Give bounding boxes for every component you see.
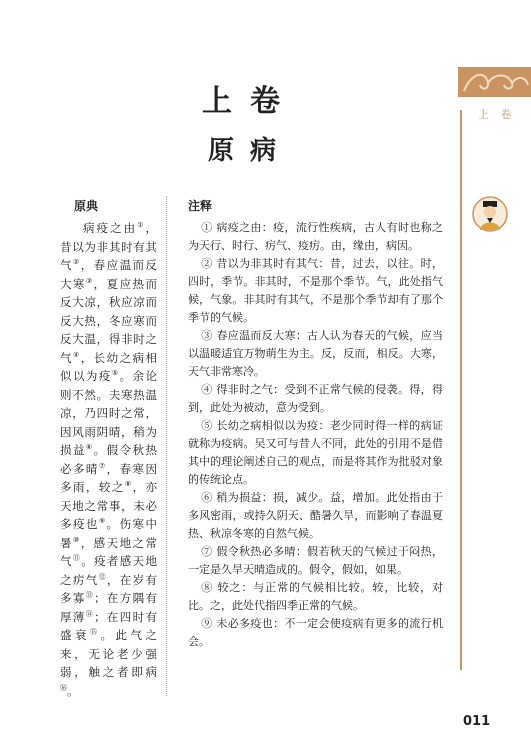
original-text-column	[60, 219, 157, 700]
note-marker: ③	[85, 276, 94, 285]
original-text-segment: ；在四时有盛衰	[60, 609, 158, 642]
note-item: ⑧ 较之：与正常的气候相比较。较，比较，对比。之，此处代指四季正常的气候。	[188, 581, 443, 612]
note-marker: ⑧	[124, 480, 133, 489]
original-text-segment: ，长幼之病相似以为疫	[60, 350, 158, 383]
original-paragraph	[60, 219, 157, 700]
original-text-segment: ，感天地之常气	[60, 535, 158, 568]
original-text-segment: 病疫之由	[83, 221, 138, 235]
original-text-segment: ，春寒因多雨，较之	[60, 461, 158, 494]
original-text-segment: ，在岁有多寡	[60, 572, 158, 605]
note-item: ④ 得非时之气：受到不正常气候的侵袭。得，得到，此处为被动，意为受到。	[188, 383, 443, 414]
note-marker: ⑪	[72, 554, 82, 563]
note-item: ② 昔以为非其时有其气：昔，过去，以往。时，四时，季节。非其时，不是那个季节。气，此处指气候，气象。非其时有其气，不是那个季节却有了那个季节的气候。	[188, 257, 443, 324]
note-marker: ②	[72, 258, 81, 267]
side-accent-line	[460, 110, 462, 670]
note-marker: ⑫	[98, 572, 107, 581]
side-tab-label: 上 卷	[478, 108, 516, 121]
note-marker: ⑤	[111, 369, 120, 378]
note-marker: ⑩	[72, 535, 81, 544]
note-item: ⑤ 长幼之病相似以为疫：老少同时得一样的病证就称为疫病。吴又可与昔人不同，此处的引用不是借其中的理论阐述自己的观点，而是将其作为批驳对象的传统论点。	[188, 419, 443, 486]
original-text-segment: 。疫者感天地之疠气	[60, 554, 158, 587]
notes-column	[188, 219, 443, 651]
original-text-segment: 。余论则不然。夫寒热温凉，乃四时之常，因风雨阴晴，稍为损益	[60, 369, 158, 457]
original-text-segment: 。假令秋热必多晴	[60, 443, 158, 476]
note-marker: ⑯	[60, 683, 67, 692]
original-text-segment: 。伤寒中暑	[60, 517, 158, 550]
side-tab-decoration	[458, 63, 531, 105]
note-marker: ⑭	[85, 609, 95, 618]
note-item: ⑦ 假令秋热必多晴：假若秋天的气候过于闷热，一定是久旱天晴造成的。假令，假如，如果。	[188, 545, 443, 576]
volume-title: 上卷	[202, 84, 298, 119]
original-text-segment: 。	[67, 683, 79, 698]
note-marker: ⑦	[98, 461, 107, 470]
note-marker: ⑮	[90, 628, 101, 637]
page-number: 011	[463, 714, 491, 729]
note-marker: ⑥	[85, 443, 94, 452]
notes-heading: 注释	[188, 199, 213, 213]
original-text-segment: ，夏应热而反大凉，秋应凉而反大热，冬应寒而反大温，得非时之气	[60, 276, 158, 365]
note-item: ⑥ 稍为损益：损，减少。益，增加。此处指由于多风密雨，或持久阴天、酷暑久旱，而影响了春温夏热、秋凉冬寒的自然气候。	[188, 491, 443, 540]
original-text-segment: 。此气之来，无论老少强弱，触之者即病	[60, 628, 157, 679]
note-item: ③ 春应温而反大寒：古人认为春天的气候，应当以温暖适宜万物萌生为主。反，反而，相反。大寒，天气非常寒冷。	[188, 329, 443, 378]
note-marker: ⑬	[85, 591, 95, 600]
original-text-segment: ，昔以为非其时有其气	[60, 221, 158, 272]
note-item: ⑨ 未必多疫也：不一定会使疫病有更多的流行机会。	[188, 617, 443, 648]
note-marker: ①	[137, 221, 146, 230]
original-heading: 原典	[74, 199, 99, 213]
note-marker: ⑨	[98, 517, 107, 526]
note-marker: ④	[72, 350, 81, 359]
original-text-segment: ，亦天地之常事，未必多疫也	[60, 480, 158, 531]
scholar-portrait-icon	[472, 196, 508, 236]
original-text-segment: ；在方隅有厚薄	[60, 591, 158, 624]
original-text-segment: ，春应温而反大寒	[60, 258, 158, 291]
column-divider	[166, 196, 167, 696]
chapter-title: 原病	[207, 136, 292, 166]
note-item: ① 病疫之由：疫，流行性疾病，古人有时也称之为天行、时行、疠气、疫疠。由，缘由，病因。	[188, 221, 443, 252]
